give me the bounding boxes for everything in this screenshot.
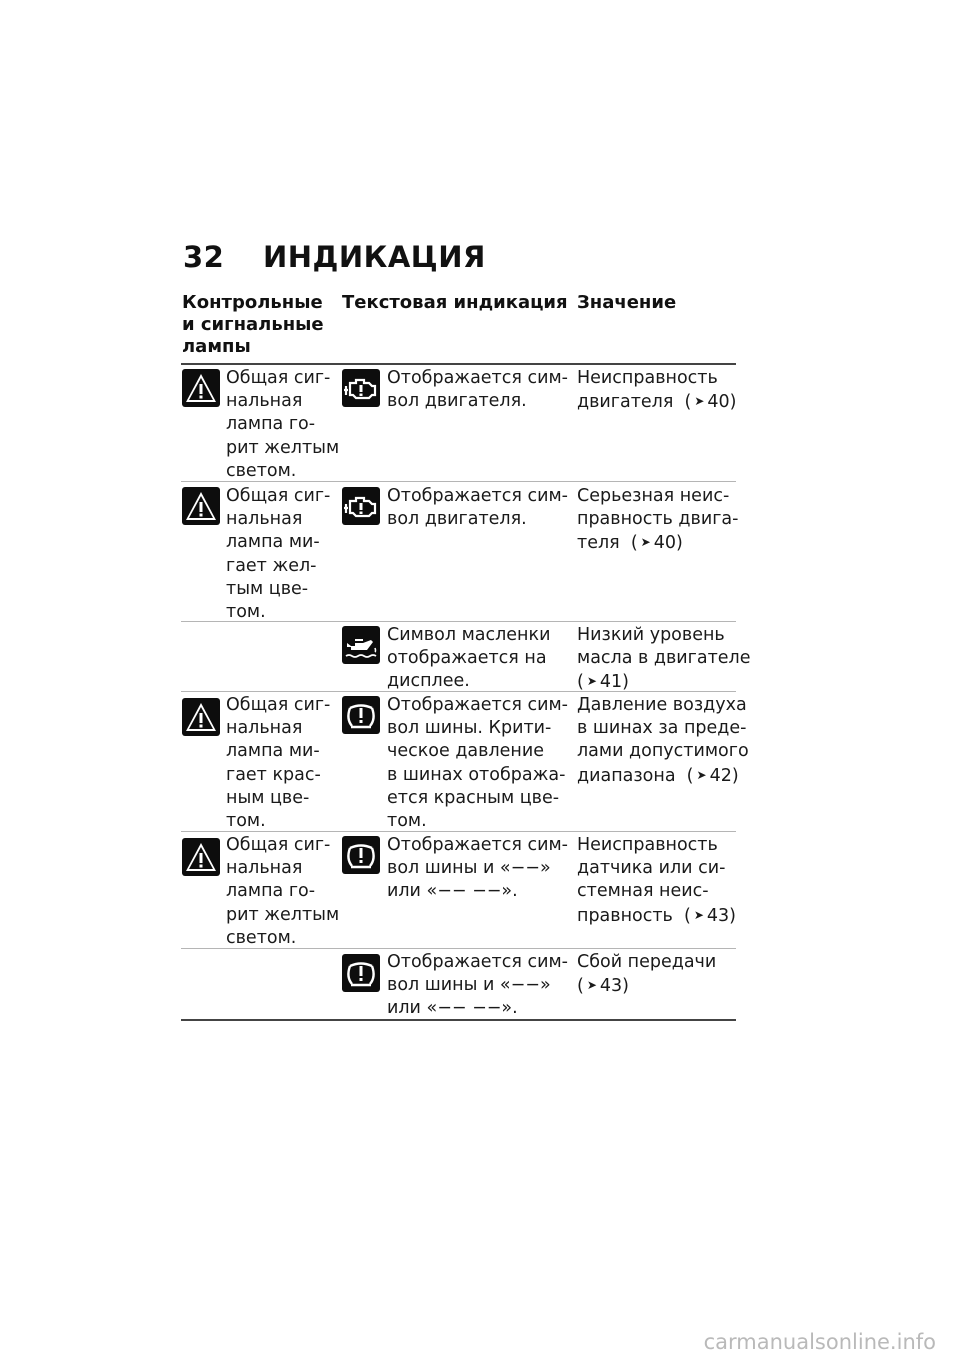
page-ref-arrow-icon: ➤ xyxy=(586,674,597,689)
lamp-description: Общая сиг- нальная лампа ми- гает жел- тым цве- том. xyxy=(226,486,331,623)
page-ref[interactable]: 40) xyxy=(653,533,683,554)
meaning: Серьезная неис- правность двига- теля ( ➤ 40) xyxy=(577,486,739,554)
text-display: Отображается сим- вол двигателя. xyxy=(387,486,568,530)
table-rule-header xyxy=(181,363,736,365)
header-meaning: Значение xyxy=(577,292,677,313)
section-title: ИНДИКАЦИЯ xyxy=(263,240,486,274)
page-ref-arrow-icon: ➤ xyxy=(694,394,705,409)
text-display: Отображается сим- вол шины и «−−» или «−− −−». xyxy=(387,952,568,1019)
page-ref[interactable]: 43) xyxy=(706,905,736,926)
warning-triangle-icon xyxy=(182,698,220,736)
page-ref-arrow-icon: ➤ xyxy=(640,535,651,550)
warning-triangle-icon xyxy=(182,369,220,407)
lamp-description: Общая сиг- нальная лампа ми- гает крас- ным цве- том. xyxy=(226,695,331,832)
tire-pressure-icon xyxy=(342,696,380,734)
page-ref-arrow-icon: ➤ xyxy=(586,978,597,993)
text-display: Отображается сим- вол двигателя. xyxy=(387,368,568,412)
text-display: Отображается сим- вол шины и «−−» или «−− −−». xyxy=(387,835,568,902)
page-ref[interactable]: 42) xyxy=(709,765,739,786)
lamp-description: Общая сиг- нальная лампа го- рит желтым светом. xyxy=(226,368,340,481)
page-ref-arrow-icon: ➤ xyxy=(696,767,707,782)
meaning: Сбой передачи ( ➤ 43) xyxy=(577,952,717,997)
meaning: Неисправность датчика или си- стемная неис- правность ( ➤ 43) xyxy=(577,835,736,926)
page-title xyxy=(183,240,486,274)
text-display: Символ масленки отображается на дисплее. xyxy=(387,625,551,692)
watermark: carmanualsonline.info xyxy=(703,1330,936,1354)
warning-triangle-icon xyxy=(182,838,220,876)
header-lamps: Контрольные и сигнальные лампы xyxy=(182,292,324,357)
meaning: Низкий уровень масла в двигателе ( ➤ 41) xyxy=(577,625,751,693)
engine-icon xyxy=(342,369,380,407)
warning-triangle-icon xyxy=(182,487,220,525)
oil-can-icon xyxy=(342,626,380,664)
tire-pressure-icon xyxy=(342,836,380,874)
lamp-description: Общая сиг- нальная лампа го- рит желтым светом. xyxy=(226,835,340,948)
page-number: 32 xyxy=(183,240,225,274)
meaning: Давление воздуха в шинах за преде- лами допустимого диапазона ( ➤ 42) xyxy=(577,695,749,786)
page-ref[interactable]: 40) xyxy=(707,392,737,413)
header-text-display: Текстовая индикация xyxy=(342,292,568,313)
meaning: Неисправность двигателя ( ➤ 40) xyxy=(577,368,737,413)
page-ref[interactable]: 43) xyxy=(599,976,629,997)
engine-icon xyxy=(342,487,380,525)
page-ref-arrow-icon: ➤ xyxy=(693,907,704,922)
page-ref[interactable]: 41) xyxy=(599,672,629,693)
text-display: Отображается сим- вол шины. Крити- ческое давление в шинах отобража- ется красным цве- том. xyxy=(387,695,568,832)
tire-pressure-icon xyxy=(342,954,380,992)
